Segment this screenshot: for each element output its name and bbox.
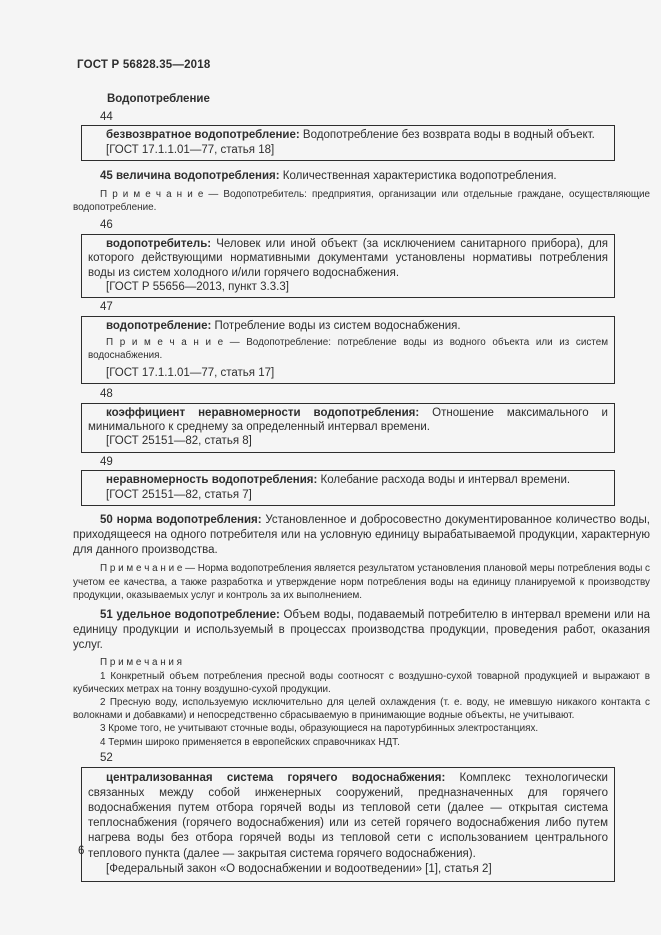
doc-code: ГОСТ Р 56828.35—2018	[77, 59, 211, 71]
term-44-citation: [ГОСТ 17.1.1.01—77, статья 18]	[106, 143, 275, 156]
term-47-name: водопотребление:	[106, 319, 212, 332]
term-50-note-text: — Норма водопотребления является результатом установления плановой меры потребления воды с учетом ее качества, а также разработка и утверждение норм потребления воды на единицу планируемой к производству продукции, оказываемых услуг и контроль за их выполнением.	[73, 563, 650, 601]
term-47-text: Потребление воды из систем водоснабжения.	[214, 319, 461, 332]
term-52-definition	[88, 771, 608, 862]
term-44-text: Водопотребление без возврата воды в водный объект.	[302, 129, 595, 142]
note-label: П р и м е ч а н и е	[100, 563, 183, 575]
term-47-note-text: — Водопотребление: потребление воды из водного объекта или из систем водоснабжения.	[88, 337, 608, 362]
term-46-citation: [ГОСТ Р 55656—2013, пункт 3.3.3]	[106, 280, 289, 293]
term-51-name: 51 удельное водопотребление:	[100, 609, 280, 622]
term-52-name: централизованная система горячего водоснабжения:	[106, 771, 446, 784]
term-52-citation: [Федеральный закон «О водоснабжении и водоотведении» [1], статья 2]	[106, 862, 492, 875]
term-48-text: Отношение максимального и минимального к среднему за определенный интервал времени.	[88, 406, 608, 434]
term-46-text: Человек или иной объект (за исключением санитарного прибора), для которого действующими нормативными документами установлены нормативы потребления воды из систем холодного и/или горячего водоснабжения.	[88, 237, 609, 279]
term-49-text: Колебание расхода воды и интервал времени.	[320, 474, 571, 487]
term-45-name: 45 величина водопотребления:	[100, 169, 280, 182]
term-49-definition	[88, 473, 608, 487]
term-48-definition	[88, 406, 608, 435]
section-heading: Водопотребление	[107, 92, 210, 105]
term-47-definition	[88, 319, 608, 333]
term-45-note-text: — Водопотребитель: предприятия, организации или отдельные граждане, осуществляющие водопотребление.	[73, 188, 650, 213]
term-47-citation: [ГОСТ 17.1.1.01—77, статья 17]	[106, 366, 275, 379]
term-47-number: 47	[100, 301, 113, 314]
term-44-name: безвозвратное водопотребление:	[106, 129, 300, 142]
term-50-name: 50 норма водопотребления:	[100, 514, 262, 527]
term-51-note-2: 2 Пресную воду, используемую исключительно для целей охлаждения (т. е. воду, не имевшую никакого контакта с волокнами и добавками) и непосредственно сбрасываемую в принимающие водные объекты, не учитывают.	[73, 697, 650, 722]
term-52-text: Комплекс технологически связанных между собой инженерных сооружений, предназначенных для горячего водоснабжения путем отбора горячей воды из тепловой сети (далее — открытая система теплоснабжения (горячего водоснабжения) или из сетей горячего водоснабжения либо путем нагрева воды без отбора горячей воды из тепловой сети с использованием центрального теплового пункта (далее — закрытая система горячего водоснабжения).	[88, 771, 608, 860]
note-label: П р и м е ч а н и е	[106, 337, 224, 349]
page-content	[73, 58, 650, 882]
term-46-number: 46	[100, 219, 113, 232]
term-46-definition	[88, 237, 608, 280]
term-50-text: Установленное и добросовестно документированное количество воды, приходящееся на одного потребителя или на условную единицу вырабатываемой продукции, характерную для данного производства.	[73, 514, 650, 556]
term-45-note	[73, 188, 650, 214]
page-number: 6	[78, 845, 85, 857]
term-44-number: 44	[100, 110, 113, 123]
term-52-number: 52	[100, 751, 113, 764]
term-50-definition	[73, 513, 650, 557]
term-51-text: Объем воды, подаваемый потребителю в интервал времени или на единицу продукции и используемый в процессах производства продукции, проведения работ, оказания услуг.	[73, 609, 650, 651]
term-51-note-3: 3 Кроме того, не учитывают сточные воды, образующиеся на паротурбинных электростанциях.	[100, 723, 539, 735]
term-51-note-1: 1 Конкретный объем потребления пресной воды соотносят с воздушно-сухой товарной продукцией и выражают в кубических метрах на тонну воздушно-сухой продукции.	[73, 670, 650, 695]
term-52-box	[81, 767, 615, 882]
term-48-citation: [ГОСТ 25151—82, статья 8]	[106, 435, 252, 448]
term-47-box	[81, 316, 615, 384]
term-50-note	[73, 562, 650, 602]
term-48-box	[81, 403, 615, 453]
term-51-definition	[73, 608, 650, 652]
term-48-number: 48	[100, 387, 113, 400]
term-48-name: коэффициент неравномерности водопотребления:	[106, 406, 420, 419]
term-51-note-4: 4 Термин широко применяется в европейских справочниках НДТ.	[100, 736, 400, 748]
term-49-name: неравномерность водопотребления:	[106, 474, 318, 487]
term-47-note	[88, 336, 608, 362]
term-49-citation: [ГОСТ 25151—82, статья 7]	[106, 488, 252, 501]
term-51-notes-label: П р и м е ч а н и я	[100, 657, 183, 669]
term-46-box	[81, 234, 615, 298]
term-44-box	[81, 125, 615, 161]
term-49-box	[81, 470, 615, 506]
term-45-definition	[73, 169, 650, 184]
term-44-definition	[88, 128, 608, 142]
term-49-number: 49	[100, 455, 113, 468]
term-46-name: водопотребитель:	[106, 237, 212, 250]
note-label: П р и м е ч а н и е	[100, 188, 204, 200]
term-45-text: Количественная характеристика водопотребления.	[282, 169, 557, 182]
